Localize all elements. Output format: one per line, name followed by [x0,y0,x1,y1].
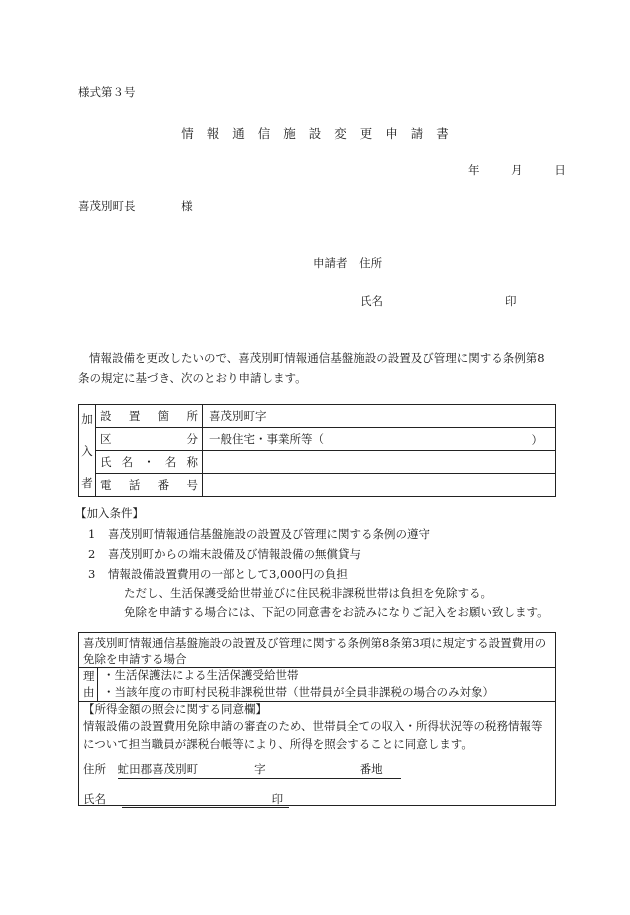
addressee-honorific: 様 [181,199,193,213]
phone-field[interactable] [203,474,556,497]
category-field[interactable]: 一般住宅・事業所等（ ） [203,428,556,451]
exemption-address-field[interactable]: 虻田郡喜茂別町 字 番地 [118,761,401,779]
reason-item: ・当該年度の市町村民税非課税世帯（世帯員が全員非課税の場合のみ対象） [103,685,494,699]
exemption-address-row[interactable] [83,761,401,779]
condition-item: 2 喜茂別町からの端末設備及び情報設備の無償貸与 [88,547,361,561]
reason-item: ・生活保護法による生活保護受給世帯 [103,668,299,682]
date-row [468,162,566,178]
applicant-address-label: 住所 [359,256,383,270]
document-title: 情報通信施設変更申請書 [181,126,462,141]
condition-item: 1 喜茂別町情報通信基盤施設の設置及び管理に関する条例の遵守 [88,527,430,541]
exemption-name-row[interactable] [83,791,289,808]
category-label: 区 分 [96,428,203,451]
fee-exemption-box [78,632,556,806]
addressee-name: 喜茂別町長 [78,199,136,213]
reason-list [103,667,494,701]
date-year-label: 年 [468,163,480,177]
consent-heading: 【所得金額の照会に関する同意欄】 [83,702,267,716]
date-day-label: 日 [554,163,566,177]
applicant-name-label: 氏名 [360,294,383,308]
applicant-seal-mark: 印 [505,294,517,308]
date-month-label: 月 [511,163,523,177]
applicant-label: 申請者 [313,256,348,270]
subscriber-side-label: 加 入 者 [79,405,96,497]
installation-location-field[interactable]: 喜茂別町字 [203,405,556,428]
phone-label: 電 話 番 号 [96,474,203,497]
form-number: 様式第３号 [78,85,136,99]
consent-text: 情報設備の設置費用免除申請の審査のため、世帯員全ての収入・所得状況等の税務情報等について担当職員が課税台帳等により、所得を照会することに同意します。 [83,719,543,751]
exemption-name-field[interactable] [122,793,272,808]
exemption-heading: 喜茂別町情報通信基盤施設の設置及び管理に関する条例第8条第3項に規定する設置費用の免除を申請する場合 [83,636,547,666]
condition-item: 3 情報設備設置費用の一部として3,000円の負担 [88,567,348,581]
name-field[interactable] [203,451,556,474]
application-statement: 情報設備を更改したいので、喜茂別町情報通信基盤施設の設置及び管理に関する条例第8条の規定に基づき、次のとおり申請します。 [78,351,545,385]
addressee [78,198,193,214]
conditions-heading: 【加入条件】 [75,506,144,520]
exemption-address-label: 住所 [83,762,106,776]
condition-note: ただし、生活保護受給世帯並びに住民税非課税世帯は負担を免除する。 [124,586,492,600]
exemption-name-label: 氏名 [83,792,106,806]
exemption-seal-mark: 印 [272,791,290,808]
name-label: 氏 名 ・ 名 称 [96,451,203,474]
condition-note: 免除を申請する場合には、下記の同意書をお読みになりご記入をお願い致します。 [124,605,549,619]
installation-location-label: 設 置 箇 所 [96,405,203,428]
applicant-address-row [313,255,382,271]
subscriber-table [78,404,556,497]
reason-label: 理 由 [79,667,98,701]
applicant-name-row [360,293,520,309]
